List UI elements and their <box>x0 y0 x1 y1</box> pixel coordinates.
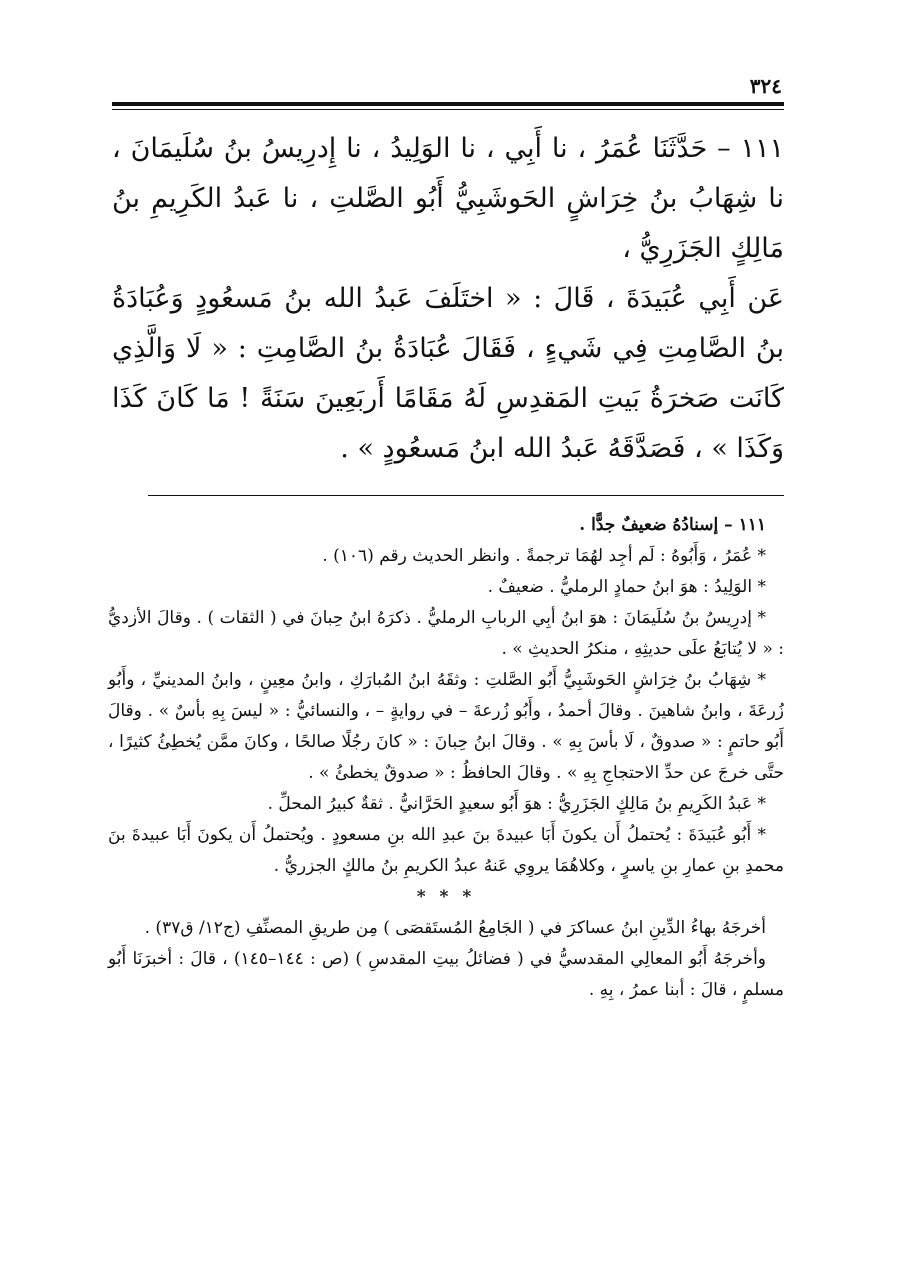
takhrij-note: وأخرجَهُ أَبُو المعالِي المقدسيُّ في ( فضائلُ بيتِ المقدسِ ) (ص : ١٤٤–١٤٥) ، قالَ : أخبرَنَا أَبُو مسلمٍ ، قالَ : أبنا عمرُ ، بِهِ . <box>108 949 784 1000</box>
narrator-note: * عَبدُ الكَرِيمِ بنُ مَالِكٍ الجَزَرِيُّ : هوَ أَبُو سعيدٍ الحَرَّانيُّ . ثقةٌ كبيرُ المحلِّ . <box>267 794 766 814</box>
hadith-isnad: ١١١ – حَدَّثَنَا عُمَرُ ، نا أَبِي ، نا الوَلِيدُ ، نا إِدرِيسُ بنُ سُلَيمَانَ ، نا شِهَابُ بنُ خِرَاشٍ الحَوشَبِيُّ أَبُو الصَّلتِ ، نا عَبدُ الكَرِيمِ بنُ مَالِكٍ الجَزَرِيُّ ، <box>112 133 784 264</box>
header-rule-thin <box>112 109 784 110</box>
page-number: ٣٢٤ <box>749 74 782 98</box>
narrator-note: * أَبُو عُبَيدَةَ : يُحتملُ أَن يكونَ أَبَا عبيدةَ بنَ عبدِ الله بنِ مسعودٍ . ويُحتملُ أَن يكونَ أَبَا عبيدةَ بنَ محمدِ بنِ عمارِ بنِ ياسرٍ ، وكلاهُمَا يروِي عَنهُ عبدُ الكريمِ بنُ مالكٍ الجزريُّ . <box>108 825 784 876</box>
footnotes <box>108 510 784 1006</box>
narrator-note: * الوَلِيدُ : هوَ ابنُ حمادٍ الرمليُّ . ضعيفٌ . <box>487 577 766 597</box>
narrator-note: * شِهَابُ بنُ خِرَاشٍ الحَوشَبِيُّ أَبُو الصَّلتِ : وثقَهُ ابنُ المُبارَكِ ، وابنُ معِينٍ ، وابنُ المدينيِّ ، وأَبُو زُرعَةَ ، وابنُ شاهينَ . وقالَ أحمدُ ، وأَبُو زُرعةَ – في روايةٍ – ، والنسائيُّ : « ليسَ بِهِ بأسٌ » . وقالَ أَبُو حاتمٍ : « صدوقٌ ، لَا بأسَ بِهِ » . وقالَ ابنُ حِبانَ : « كانَ رجُلًا صالحًا ، وكانَ ممَّن يُخطِئُ كثيرًا ، حتَّى خرجَ عن حدِّ الاحتجاجِ بِهِ » . وقالَ الحافظُ : « صدوقٌ يخطئُ » . <box>108 670 784 783</box>
narrator-note: * عُمَرُ ، وَأَبُوهُ : لَم أجِد لهُمَا ترجمةً . وانظر الحديث رقم (١٠٦) . <box>322 546 766 566</box>
takhrij-note: أخرجَهُ بهاءُ الدِّينِ ابنُ عساكرَ في ( الجَامِعُ المُستَقصَى ) مِن طريقِ المصنِّفِ (ج١٢/ ق٣٧) . <box>144 918 766 938</box>
narrator-note: * إدرِيسُ بنُ سُلَيمَانَ : هوَ ابنُ أبِي الربابِ الرمليُّ . ذكرَهُ ابنُ حِبانَ في ( الثقات ) . وقالَ الأزديُّ : « لا يُتابَعُ علَى حديثِهِ ، منكرُ الحديثِ » . <box>108 608 784 659</box>
header-rule-thick <box>112 102 784 106</box>
hadith-text <box>112 124 784 474</box>
hadith-matn: عَن أَبِي عُبَيدَةَ ، قَالَ : « اختَلَفَ عَبدُ الله بنُ مَسعُودٍ وَعُبَادَةُ بنُ الصَّامِتِ فِي شَيءٍ ، فَقَالَ عُبَادَةُ بنُ الصَّامِتِ : « لَا وَالَّذِي كَانَت صَخرَةُ بَيتِ المَقدِسِ لَهُ مَقَامًا أَربَعِينَ سَنَةً ! مَا كَانَ كَذَا وَكَذَا » ، فَصَدَّقَهُ عَبدُ الله ابنُ مَسعُودٍ » . <box>112 283 784 464</box>
footnote-heading: ١١١ – إسنادُهُ ضعيفٌ جدًّا . <box>579 515 766 535</box>
footnote-separator <box>148 495 784 496</box>
section-separator: * * * <box>416 887 476 907</box>
